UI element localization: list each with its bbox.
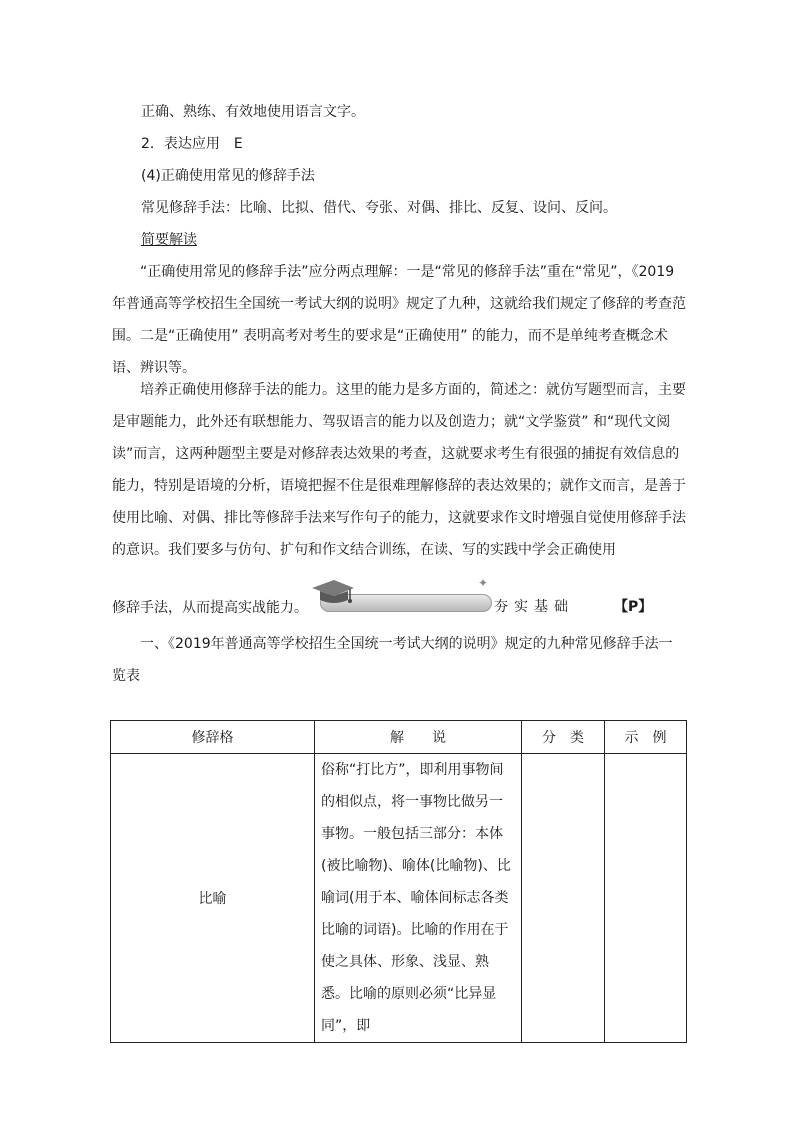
header-cell: 示 例 (605, 721, 687, 754)
header-cell: 修辞格 (111, 721, 315, 754)
banner-title: 夯实基础 (494, 599, 574, 615)
paragraph: “正确使用常见的修辞手法”应分两点理解：一是“常见的修辞手法”重在“常见”，《2019年普通高等学校招生全国统一考试大纲的说明》规定了九种，这就给我们规定了修辞的考查范围。二是“正确使用” 表明高考对考生的要求是“正确使用” 的能力，而不是单纯考查概念术语、辨识等。 (112, 264, 686, 376)
figure-name: 比喻 (111, 754, 315, 1043)
text-line: 2．表达应用 E (141, 136, 243, 152)
table-row (111, 754, 687, 1043)
header-cell: 解 说 (315, 721, 522, 754)
sparkle-icon: ✦ (478, 576, 489, 590)
rhetoric-table (110, 720, 687, 1043)
figure-category (522, 754, 605, 1043)
paragraph: 培养正确使用修辞手法的能力。这里的能力是多方面的，简述之：就仿写题型而言，主要是审题能力，此外还有联想能力、驾驭语言的能力以及创造力；就“文学鉴赏” 和“现代文阅读”而言，这两种题型主要是对修辞表达效果的考查，这就要求考生有很强的捕捉有效信息的能力，特别是语境的分析，语境把握不住是很难理解修辞的表达效果的；就作文而言，是善于使用比喻、对偶、排比等修辞手法来写作句子的能力，这就要求作文时增强自觉使用修辞手法的意识。我们要多与仿句、扩句和作文结合训练，在读、写的实践中学会正确使用 (112, 382, 686, 558)
header-cell: 分 类 (522, 721, 605, 754)
graduation-cap-icon (310, 578, 356, 608)
page-tag: 【P】 (614, 599, 653, 615)
section-banner (306, 576, 496, 624)
text-line: (4)正确使用常见的修辞手法 (141, 168, 315, 184)
table-header-row (111, 721, 687, 754)
paragraph-end: 修辞手法，从而提高实战能力。 (112, 600, 308, 616)
section-title: 一、《2019年普通高等学校招生全国统一考试大纲的说明》规定的九种常见修辞手法一览表 (112, 636, 673, 684)
section-heading: 简要解读 (141, 232, 197, 248)
text-line: 常见修辞手法：比喻、比拟、借代、夸张、对偶、排比、反复、设问、反问。 (141, 200, 617, 216)
text-line: 正确、熟练、有效地使用语言文字。 (141, 104, 365, 120)
figure-description: 俗称“打比方”，即利用事物间的相似点，将一事物比做另一事物。一般包括三部分：本体(被比喻物)、喻体(比喻物)、比喻词(用于本、喻体间标志各类比喻的词语)。比喻的作用在于使之具体、形象、浅显、熟悉。比喻的原则必须“比异显同”，即 (315, 754, 522, 1043)
figure-example (605, 754, 687, 1043)
